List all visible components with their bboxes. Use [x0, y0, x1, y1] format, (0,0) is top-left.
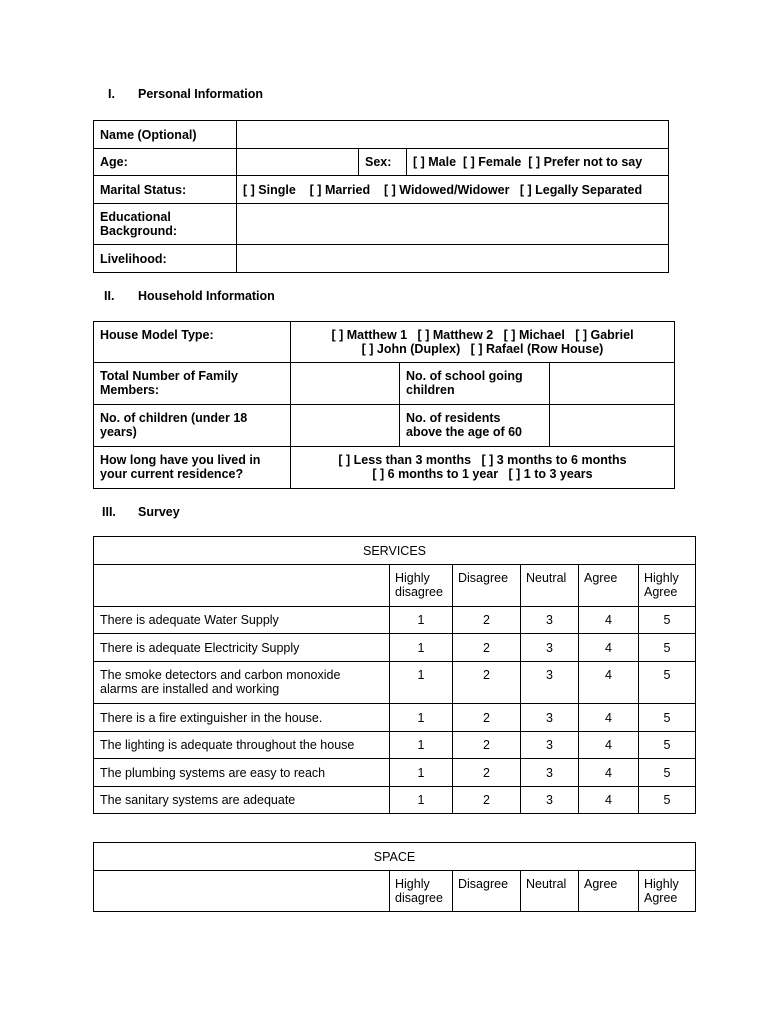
- neutral-header: Neutral: [521, 871, 579, 912]
- survey-row: [94, 759, 696, 787]
- house-model-options[interactable]: [ ] Matthew 1 [ ] Matthew 2 [ ] Michael [ ] Gabriel [ ] John (Duplex) [ ] Rafael (Row House): [291, 322, 675, 363]
- rating-option[interactable]: 2: [453, 634, 521, 662]
- statement-header: [94, 565, 390, 607]
- rating-option[interactable]: 4: [579, 704, 639, 732]
- school-children-label: No. of school going children: [400, 363, 550, 405]
- education-label: Educational Background:: [94, 204, 237, 245]
- disagree-header: Disagree: [453, 565, 521, 607]
- rating-option[interactable]: 1: [390, 787, 453, 814]
- children-under-18-field[interactable]: [291, 405, 400, 447]
- space-survey-table: [93, 842, 696, 912]
- rating-option[interactable]: 5: [639, 732, 696, 759]
- section-number: III.: [102, 505, 116, 519]
- highly-disagree-header: Highly disagree: [390, 565, 453, 607]
- rating-option[interactable]: 5: [639, 607, 696, 634]
- marital-status-options[interactable]: [ ] Single [ ] Married [ ] Widowed/Widower [ ] Legally Separated: [237, 176, 669, 204]
- rating-option[interactable]: 1: [390, 759, 453, 787]
- rating-option[interactable]: 2: [453, 732, 521, 759]
- personal-info-table: [93, 120, 669, 273]
- rating-option[interactable]: 4: [579, 787, 639, 814]
- neutral-header: Neutral: [521, 565, 579, 607]
- rating-option[interactable]: 3: [521, 787, 579, 814]
- name-field[interactable]: [237, 121, 669, 149]
- rating-option[interactable]: 3: [521, 759, 579, 787]
- section-title: Survey: [138, 505, 180, 519]
- rating-option[interactable]: 3: [521, 704, 579, 732]
- rating-option[interactable]: 4: [579, 662, 639, 704]
- survey-statement: There is adequate Electricity Supply: [94, 634, 390, 662]
- rating-option[interactable]: 2: [453, 607, 521, 634]
- name-label: Name (Optional): [94, 121, 237, 149]
- rating-option[interactable]: 2: [453, 759, 521, 787]
- highly-agree-header: Highly Agree: [639, 565, 696, 607]
- section-title: Household Information: [138, 289, 275, 303]
- survey-row: [94, 607, 696, 634]
- rating-option[interactable]: 5: [639, 704, 696, 732]
- statement-header: [94, 871, 390, 912]
- rating-option[interactable]: 3: [521, 662, 579, 704]
- survey-statement: The plumbing systems are easy to reach: [94, 759, 390, 787]
- survey-statement: There is a fire extinguisher in the house.: [94, 704, 390, 732]
- residence-duration-label: How long have you lived in your current residence?: [94, 447, 291, 489]
- space-title: SPACE: [94, 843, 696, 871]
- marital-status-label: Marital Status:: [94, 176, 237, 204]
- survey-statement: The sanitary systems are adequate: [94, 787, 390, 814]
- highly-agree-header: Highly Agree: [639, 871, 696, 912]
- family-members-label: Total Number of Family Members:: [94, 363, 291, 405]
- survey-row: [94, 704, 696, 732]
- survey-statement: The lighting is adequate throughout the house: [94, 732, 390, 759]
- rating-option[interactable]: 1: [390, 607, 453, 634]
- rating-option[interactable]: 3: [521, 732, 579, 759]
- services-survey-table: [93, 536, 696, 814]
- rating-option[interactable]: 2: [453, 787, 521, 814]
- livelihood-field[interactable]: [237, 245, 669, 273]
- rating-option[interactable]: 2: [453, 704, 521, 732]
- agree-header: Agree: [579, 871, 639, 912]
- survey-row: [94, 732, 696, 759]
- survey-statement: There is adequate Water Supply: [94, 607, 390, 634]
- rating-option[interactable]: 1: [390, 732, 453, 759]
- education-field[interactable]: [237, 204, 669, 245]
- household-info-table: [93, 321, 675, 489]
- section-title: Personal Information: [138, 87, 264, 101]
- children-under-18-label: No. of children (under 18 years): [94, 405, 291, 447]
- residents-above-60-field[interactable]: [550, 405, 675, 447]
- sex-options[interactable]: [ ] Male [ ] Female [ ] Prefer not to say: [407, 149, 669, 176]
- services-title: SERVICES: [94, 537, 696, 565]
- survey-statement: The smoke detectors and carbon monoxide alarms are installed and working: [94, 662, 390, 704]
- house-model-label: House Model Type:: [94, 322, 291, 363]
- livelihood-label: Livelihood:: [94, 245, 237, 273]
- rating-option[interactable]: 5: [639, 759, 696, 787]
- rating-option[interactable]: 4: [579, 732, 639, 759]
- family-members-field[interactable]: [291, 363, 400, 405]
- rating-option[interactable]: 5: [639, 787, 696, 814]
- rating-option[interactable]: 1: [390, 634, 453, 662]
- disagree-header: Disagree: [453, 871, 521, 912]
- rating-option[interactable]: 4: [579, 634, 639, 662]
- section-number: II.: [104, 289, 115, 303]
- rating-option[interactable]: 5: [639, 662, 696, 704]
- agree-header: Agree: [579, 565, 639, 607]
- age-field[interactable]: [237, 149, 359, 176]
- survey-row: [94, 634, 696, 662]
- survey-row: [94, 787, 696, 814]
- rating-option[interactable]: 5: [639, 634, 696, 662]
- residence-duration-options[interactable]: [ ] Less than 3 months [ ] 3 months to 6 months [ ] 6 months to 1 year [ ] 1 to 3 years: [291, 447, 675, 489]
- rating-option[interactable]: 4: [579, 759, 639, 787]
- rating-option[interactable]: 1: [390, 704, 453, 732]
- highly-disagree-header: Highly disagree: [390, 871, 453, 912]
- rating-option[interactable]: 1: [390, 662, 453, 704]
- rating-option[interactable]: 3: [521, 634, 579, 662]
- rating-option[interactable]: 3: [521, 607, 579, 634]
- school-children-field[interactable]: [550, 363, 675, 405]
- section-number: I.: [108, 87, 115, 101]
- age-label: Age:: [94, 149, 237, 176]
- sex-label: Sex:: [359, 149, 407, 176]
- rating-option[interactable]: 4: [579, 607, 639, 634]
- rating-option[interactable]: 2: [453, 662, 521, 704]
- survey-row: [94, 662, 696, 704]
- residents-above-60-label: No. of residents above the age of 60: [400, 405, 550, 447]
